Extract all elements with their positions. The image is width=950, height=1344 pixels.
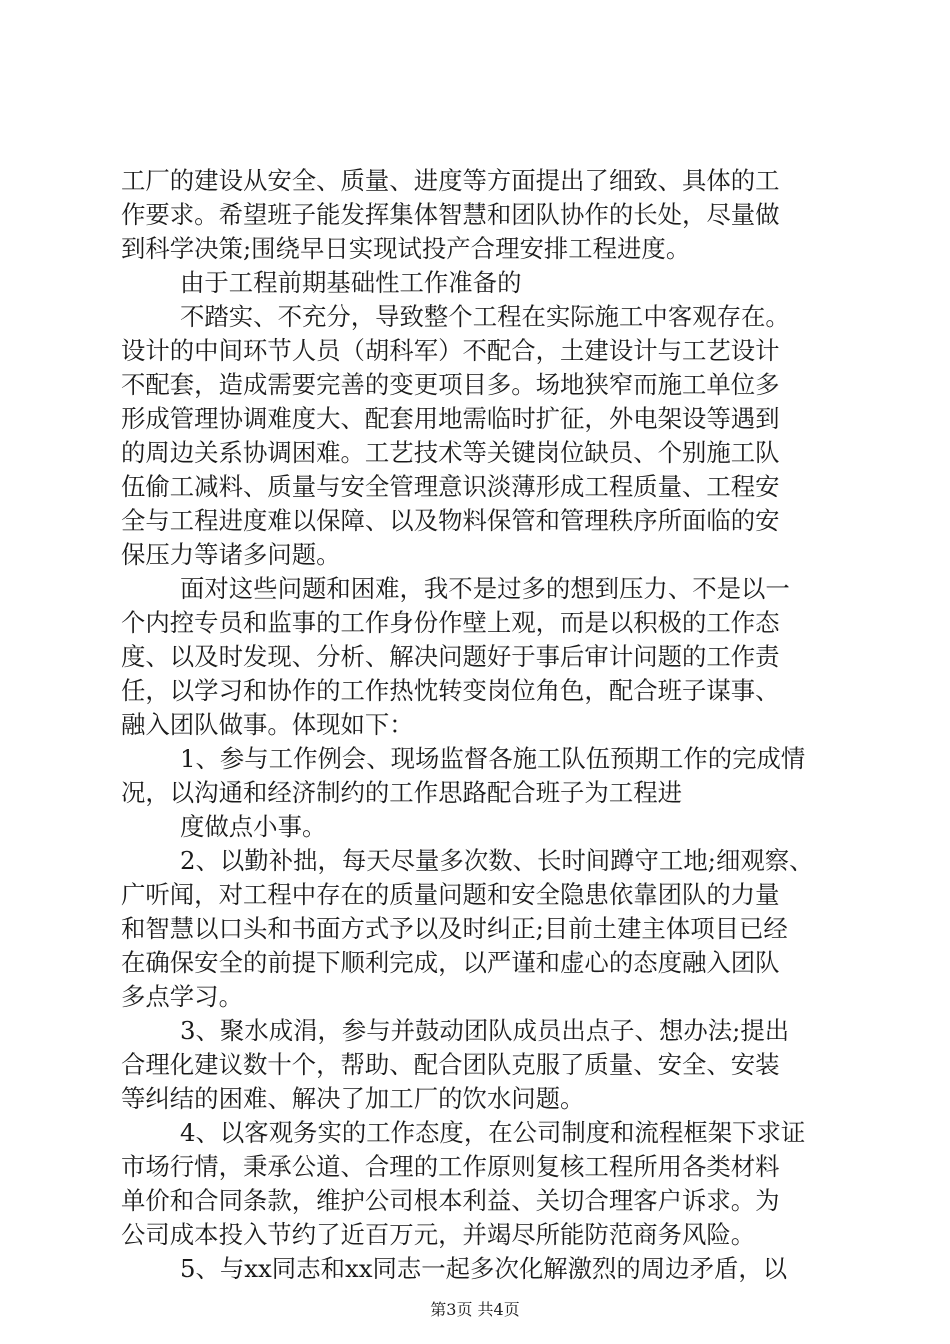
- text-line: 多点学习。: [121, 982, 243, 1011]
- page-number: 第3页 共4页: [430, 1300, 520, 1319]
- text-line: 广听闻，对工程中存在的质量问题和安全隐患依靠团队的力量: [121, 880, 780, 909]
- text-line: 况，以沟通和经济制约的工作思路配合班子为工程进: [121, 778, 682, 807]
- text-line: 工厂的建设从安全、质量、进度等方面提出了细致、具体的工: [121, 166, 780, 195]
- text-line: 4、以客观务实的工作态度，在公司制度和流程框架下求证: [180, 1118, 806, 1147]
- text-line: 合理化建议数十个，帮助、配合团队克服了质量、安全、安装: [121, 1050, 780, 1079]
- text-line: 由于工程前期基础性工作准备的: [180, 268, 522, 297]
- text-line: 个内控专员和监事的工作身份作壁上观，而是以积极的工作态: [121, 608, 780, 637]
- text-line: 在确保安全的前提下顺利完成，以严谨和虚心的态度融入团队: [121, 948, 780, 977]
- text-line: 面对这些问题和困难，我不是过多的想到压力、不是以一: [180, 574, 790, 603]
- text-line: 任，以学习和协作的工作热忱转变岗位角色，配合班子谋事、: [121, 676, 780, 705]
- text-line: 设计的中间环节人员（胡科军）不配合，土建设计与工艺设计: [121, 336, 780, 365]
- text-line: 全与工程进度难以保障、以及物料保管和管理秩序所面临的安: [121, 506, 780, 535]
- text-line: 5、与xx同志和xx同志一起多次化解激烈的周边矛盾，以: [180, 1254, 788, 1283]
- text-line: 等纠结的困难、解决了加工厂的饮水问题。: [121, 1084, 585, 1113]
- text-line: 公司成本投入节约了近百万元，并竭尽所能防范商务风险。: [121, 1220, 756, 1249]
- text-line: 到科学决策;围绕早日实现试投产合理安排工程进度。: [121, 234, 691, 263]
- text-line: 单价和合同条款，维护公司根本利益、关切合理客户诉求。为: [121, 1186, 780, 1215]
- text-line: 市场行情，秉承公道、合理的工作原则复核工程所用各类材料: [121, 1152, 780, 1181]
- text-line: 形成管理协调难度大、配套用地需临时扩征，外电架设等遇到: [121, 404, 780, 433]
- text-line: 融入团队做事。体现如下：: [121, 710, 414, 739]
- text-line: 度、以及时发现、分析、解决问题好于事后审计问题的工作责: [121, 642, 780, 671]
- text-line: 度做点小事。: [180, 812, 327, 841]
- text-line: 伍偷工减料、质量与安全管理意识淡薄形成工程质量、工程安: [121, 472, 780, 501]
- text-line: 3、聚水成涓，参与并鼓动团队成员出点子、想办法;提出: [180, 1016, 790, 1045]
- text-line: 不踏实、不充分，导致整个工程在实际施工中客观存在。: [180, 302, 790, 331]
- text-line: 不配套，造成需要完善的变更项目多。场地狭窄而施工单位多: [121, 370, 780, 399]
- text-line: 的周边关系协调困难。工艺技术等关键岗位缺员、个别施工队: [121, 438, 780, 467]
- text-line: 1、参与工作例会、现场监督各施工队伍预期工作的完成情: [180, 744, 806, 773]
- text-line: 保压力等诸多问题。: [121, 540, 341, 569]
- text-line: 作要求。希望班子能发挥集体智慧和团队协作的长处，尽量做: [121, 200, 780, 229]
- text-line: 和智慧以口头和书面方式予以及时纠正;目前土建主体项目已经: [121, 914, 788, 943]
- text-line: 2、以勤补拙，每天尽量多次数、长时间蹲守工地;细观察、: [180, 846, 814, 875]
